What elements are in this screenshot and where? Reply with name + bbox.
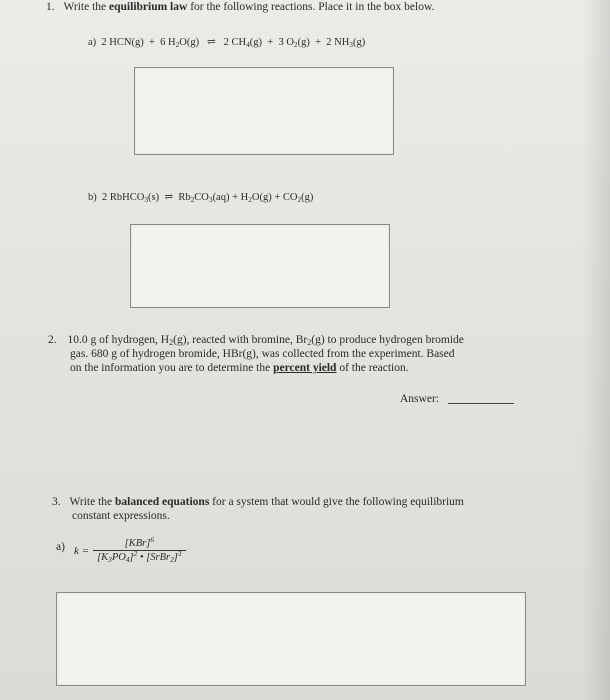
equilibrium-expression xyxy=(74,535,186,564)
answer-box-3a[interactable] xyxy=(56,592,526,686)
k-label: k = xyxy=(74,545,90,558)
question-2-text-1: 10.0 g of hydrogen, H xyxy=(67,334,170,346)
question-3-line-2: constant expressions. xyxy=(72,510,170,522)
question-3-tail: for a system that would give the following equilibrium xyxy=(209,496,464,508)
answer-line[interactable] xyxy=(448,403,514,404)
question-3-bold: balanced equations xyxy=(115,496,210,508)
answer-label: Answer: xyxy=(400,393,439,405)
question-1-tail: for the following reactions. Place it in the box below. xyxy=(187,1,435,13)
question-2-text-2: (g), reacted with bromine, Br xyxy=(173,334,308,346)
question-3-line-1 xyxy=(52,495,532,509)
question-2-prompt xyxy=(48,333,528,375)
expression-denominator: $[K_3PO_4]^2$ • [SrBr$_2$]$^3$ xyxy=(93,550,186,563)
question-2-text-3: (g) to produce hydrogen bromide xyxy=(311,334,464,346)
reaction-b: b) 2 RbHCO$_3$(s) ⇌ $Rb_2CO_3(aq) + H_2O(g) + CO_2(g)$ xyxy=(88,192,314,204)
reaction-b-label: b) xyxy=(88,192,97,203)
question-3-lead: Write the xyxy=(69,496,116,508)
question-2-line-2: gas. 680 g of hydrogen bromide, HBr(g), was collected from the experiment. Based xyxy=(70,348,455,360)
question-1-lead: Write the xyxy=(63,1,110,13)
question-1-prompt xyxy=(46,0,434,14)
expression-a-label: a) xyxy=(56,541,65,553)
expression-fraction xyxy=(93,535,186,564)
reaction-a-label: a) xyxy=(88,37,97,48)
question-1-number: 1. xyxy=(46,1,55,13)
question-3-number: 3. xyxy=(52,496,61,508)
question-2-line-1: 2. 10.0 g of hydrogen, $H_2(g)$, reacted with bromine, $Br_2(g)$ to produce hydrogen bromide xyxy=(48,334,464,347)
reaction-a: a) 2 HCN(g) + 6 $H_2O(g)$ ⇌ 2 $CH_4(g) + 3$ $O_2(g) + 2$ $NH_3(g)$ xyxy=(88,37,366,49)
answer-box-1a[interactable] xyxy=(134,67,394,155)
question-3-prompt xyxy=(52,495,532,523)
percent-yield-emphasis: percent yield xyxy=(273,362,337,374)
question-1-bold: equilibrium law xyxy=(109,1,188,13)
question-2-line-3 xyxy=(48,361,528,375)
expression-numerator: [KBr]$^6$ xyxy=(124,535,154,549)
question-2-line-3a: on the information you are to determine the xyxy=(70,362,274,374)
page-shadow xyxy=(582,0,610,700)
question-2-line-3b: of the reaction. xyxy=(336,362,409,374)
answer-box-1b[interactable] xyxy=(130,224,390,308)
question-2-number: 2. xyxy=(48,334,57,346)
